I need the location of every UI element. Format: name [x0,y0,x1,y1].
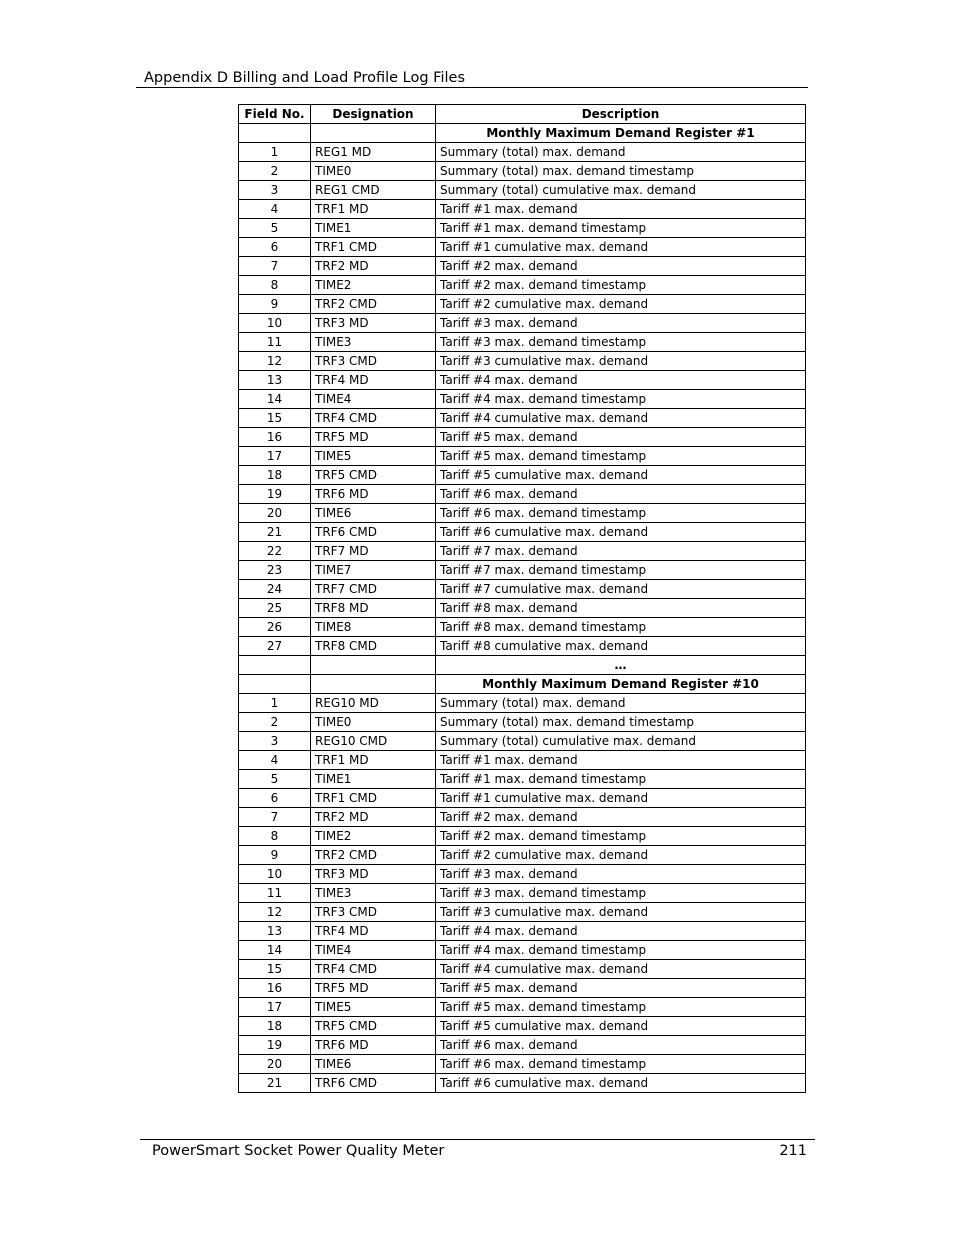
table-row [239,789,806,808]
designation-cell: TRF5 MD [311,979,436,998]
description-cell: Tariff #6 cumulative max. demand [436,1074,806,1093]
table-row [239,542,806,561]
description-cell: Summary (total) max. demand timestamp [436,713,806,732]
designation-cell: REG1 MD [311,143,436,162]
designation-cell: TRF2 MD [311,257,436,276]
table-row [239,371,806,390]
section-row [239,656,806,675]
table-row [239,143,806,162]
description-cell: Tariff #5 max. demand [436,428,806,447]
table-row [239,770,806,789]
field-number-cell: 23 [239,561,311,580]
description-cell: Tariff #2 max. demand timestamp [436,276,806,295]
table-row [239,808,806,827]
description-cell: Tariff #6 max. demand [436,1036,806,1055]
description-cell: Tariff #4 max. demand [436,371,806,390]
description-cell: Tariff #4 cumulative max. demand [436,960,806,979]
field-number-cell: 4 [239,751,311,770]
designation-cell: TIME1 [311,219,436,238]
designation-cell: TIME4 [311,941,436,960]
designation-cell: TIME7 [311,561,436,580]
table-row [239,390,806,409]
designation-cell: TRF1 CMD [311,789,436,808]
designation-cell: TRF4 MD [311,922,436,941]
table-row [239,941,806,960]
description-cell: Summary (total) max. demand timestamp [436,162,806,181]
field-number-cell: 7 [239,257,311,276]
table-row [239,409,806,428]
designation-cell: TRF4 MD [311,371,436,390]
table-row [239,523,806,542]
designation-cell: TRF7 MD [311,542,436,561]
field-number-cell: 9 [239,846,311,865]
description-cell: Tariff #1 cumulative max. demand [436,238,806,257]
table-row [239,713,806,732]
table-row [239,903,806,922]
designation-cell: TIME0 [311,162,436,181]
field-number-cell: 5 [239,770,311,789]
field-number-cell: 9 [239,295,311,314]
designation-cell: TRF1 CMD [311,238,436,257]
designation-cell: TRF8 CMD [311,637,436,656]
designation-cell: TRF5 CMD [311,1017,436,1036]
designation-cell: TIME5 [311,998,436,1017]
field-number-cell: 22 [239,542,311,561]
table-row [239,333,806,352]
field-number-cell: 8 [239,827,311,846]
designation-cell: TRF3 CMD [311,903,436,922]
header-title: Appendix D Billing and Load Profile Log Files [144,70,466,86]
description-cell: Tariff #4 max. demand [436,922,806,941]
description-cell: Tariff #1 max. demand [436,751,806,770]
table-body [239,124,806,1093]
table-row [239,428,806,447]
designation-cell: TRF3 CMD [311,352,436,371]
section-title: Monthly Maximum Demand Register #1 [436,124,806,143]
section-title: … [436,656,806,675]
table-row [239,846,806,865]
table-row [239,238,806,257]
field-number-cell: 6 [239,789,311,808]
designation-cell: TIME3 [311,333,436,352]
field-number-cell: 21 [239,1074,311,1093]
designation-cell: TIME0 [311,713,436,732]
designation-cell: TRF1 MD [311,751,436,770]
description-cell: Tariff #1 max. demand [436,200,806,219]
column-header-field-no: Field No. [239,105,311,124]
table-row [239,865,806,884]
table-row [239,219,806,238]
description-cell: Tariff #7 max. demand timestamp [436,561,806,580]
designation-cell: TRF6 CMD [311,1074,436,1093]
description-cell: Summary (total) cumulative max. demand [436,181,806,200]
column-header-description: Description [436,105,806,124]
description-cell: Tariff #2 cumulative max. demand [436,846,806,865]
table-row [239,998,806,1017]
designation-cell: TRF4 CMD [311,409,436,428]
empty-cell [239,675,311,694]
table-row [239,1017,806,1036]
description-cell: Tariff #1 cumulative max. demand [436,789,806,808]
designation-cell: TRF2 CMD [311,295,436,314]
field-number-cell: 10 [239,314,311,333]
field-number-cell: 5 [239,219,311,238]
field-number-cell: 3 [239,181,311,200]
designation-cell: TIME3 [311,884,436,903]
field-number-cell: 18 [239,466,311,485]
section-row [239,675,806,694]
table-row [239,599,806,618]
description-cell: Tariff #8 cumulative max. demand [436,637,806,656]
designation-cell: TIME5 [311,447,436,466]
table-row [239,637,806,656]
designation-cell: TRF4 CMD [311,960,436,979]
designation-cell: TRF1 MD [311,200,436,219]
designation-cell: TIME4 [311,390,436,409]
description-cell: Tariff #5 max. demand timestamp [436,998,806,1017]
table-row [239,960,806,979]
description-cell: Tariff #2 cumulative max. demand [436,295,806,314]
table-row [239,466,806,485]
empty-cell [311,124,436,143]
description-cell: Summary (total) cumulative max. demand [436,732,806,751]
field-number-cell: 8 [239,276,311,295]
field-number-cell: 12 [239,903,311,922]
empty-cell [311,675,436,694]
field-number-cell: 24 [239,580,311,599]
field-number-cell: 14 [239,941,311,960]
description-cell: Tariff #6 max. demand timestamp [436,504,806,523]
field-number-cell: 11 [239,333,311,352]
description-cell: Tariff #8 max. demand timestamp [436,618,806,637]
designation-cell: TIME1 [311,770,436,789]
description-cell: Summary (total) max. demand [436,694,806,713]
field-number-cell: 6 [239,238,311,257]
empty-cell [239,124,311,143]
page-number: 211 [779,1143,807,1159]
designation-cell: TRF2 MD [311,808,436,827]
table-header-row [239,105,806,124]
description-cell: Tariff #1 max. demand timestamp [436,219,806,238]
designation-cell: REG1 CMD [311,181,436,200]
designation-cell: TRF5 MD [311,428,436,447]
field-number-cell: 16 [239,979,311,998]
description-cell: Tariff #3 max. demand timestamp [436,884,806,903]
field-number-cell: 2 [239,713,311,732]
description-cell: Tariff #5 max. demand timestamp [436,447,806,466]
field-number-cell: 15 [239,960,311,979]
designation-cell: TRF6 MD [311,485,436,504]
table-row [239,561,806,580]
designation-cell: REG10 MD [311,694,436,713]
designation-cell: TIME6 [311,504,436,523]
table-row [239,200,806,219]
table-row [239,504,806,523]
field-number-cell: 4 [239,200,311,219]
field-number-cell: 20 [239,504,311,523]
table-row [239,1036,806,1055]
field-number-cell: 21 [239,523,311,542]
designation-cell: TRF7 CMD [311,580,436,599]
field-number-cell: 10 [239,865,311,884]
table-row [239,257,806,276]
column-header-designation: Designation [311,105,436,124]
description-cell: Tariff #5 cumulative max. demand [436,466,806,485]
table-row [239,618,806,637]
field-number-cell: 11 [239,884,311,903]
field-number-cell: 2 [239,162,311,181]
designation-cell: TRF8 MD [311,599,436,618]
field-number-cell: 12 [239,352,311,371]
description-cell: Tariff #4 max. demand timestamp [436,941,806,960]
description-cell: Tariff #6 max. demand timestamp [436,1055,806,1074]
description-cell: Tariff #6 cumulative max. demand [436,523,806,542]
section-title: Monthly Maximum Demand Register #10 [436,675,806,694]
description-cell: Tariff #5 max. demand [436,979,806,998]
designation-cell: TRF2 CMD [311,846,436,865]
description-cell: Tariff #7 max. demand [436,542,806,561]
table-row [239,732,806,751]
running-footer [140,1139,815,1163]
table-row [239,447,806,466]
running-header [136,68,808,88]
empty-cell [239,656,311,675]
description-cell: Tariff #3 cumulative max. demand [436,352,806,371]
designation-cell: TRF3 MD [311,314,436,333]
description-cell: Tariff #5 cumulative max. demand [436,1017,806,1036]
field-number-cell: 27 [239,637,311,656]
designation-cell: TIME2 [311,827,436,846]
section-row [239,124,806,143]
empty-cell [311,656,436,675]
description-cell: Tariff #2 max. demand timestamp [436,827,806,846]
designation-cell: TIME8 [311,618,436,637]
description-cell: Tariff #3 max. demand [436,865,806,884]
table-row [239,884,806,903]
field-number-cell: 19 [239,1036,311,1055]
table-row [239,295,806,314]
table-row [239,1055,806,1074]
field-number-cell: 19 [239,485,311,504]
field-number-cell: 20 [239,1055,311,1074]
description-cell: Tariff #1 max. demand timestamp [436,770,806,789]
field-number-cell: 1 [239,694,311,713]
footer-title: PowerSmart Socket Power Quality Meter [152,1143,445,1159]
field-table [238,104,806,1093]
description-cell: Tariff #3 max. demand timestamp [436,333,806,352]
designation-cell: TRF6 MD [311,1036,436,1055]
designation-cell: TIME6 [311,1055,436,1074]
table-row [239,314,806,333]
field-number-cell: 1 [239,143,311,162]
field-number-cell: 15 [239,409,311,428]
description-cell: Tariff #2 max. demand [436,257,806,276]
table-row [239,922,806,941]
table-row [239,1074,806,1093]
table-row [239,181,806,200]
designation-cell: TRF6 CMD [311,523,436,542]
designation-cell: TIME2 [311,276,436,295]
table-row [239,751,806,770]
description-cell: Tariff #7 cumulative max. demand [436,580,806,599]
description-cell: Tariff #6 max. demand [436,485,806,504]
field-number-cell: 16 [239,428,311,447]
description-cell: Summary (total) max. demand [436,143,806,162]
field-number-cell: 18 [239,1017,311,1036]
field-number-cell: 13 [239,371,311,390]
table-row [239,694,806,713]
field-number-cell: 7 [239,808,311,827]
description-cell: Tariff #8 max. demand [436,599,806,618]
table-row [239,979,806,998]
table-row [239,352,806,371]
designation-cell: TRF5 CMD [311,466,436,485]
description-cell: Tariff #3 max. demand [436,314,806,333]
description-cell: Tariff #3 cumulative max. demand [436,903,806,922]
field-number-cell: 17 [239,447,311,466]
field-number-cell: 26 [239,618,311,637]
description-cell: Tariff #4 max. demand timestamp [436,390,806,409]
designation-cell: TRF3 MD [311,865,436,884]
description-cell: Tariff #4 cumulative max. demand [436,409,806,428]
field-number-cell: 13 [239,922,311,941]
field-number-cell: 17 [239,998,311,1017]
table-row [239,827,806,846]
field-number-cell: 25 [239,599,311,618]
field-number-cell: 3 [239,732,311,751]
table-row [239,276,806,295]
table-row [239,580,806,599]
designation-cell: REG10 CMD [311,732,436,751]
description-cell: Tariff #2 max. demand [436,808,806,827]
field-number-cell: 14 [239,390,311,409]
table-row [239,485,806,504]
table-row [239,162,806,181]
